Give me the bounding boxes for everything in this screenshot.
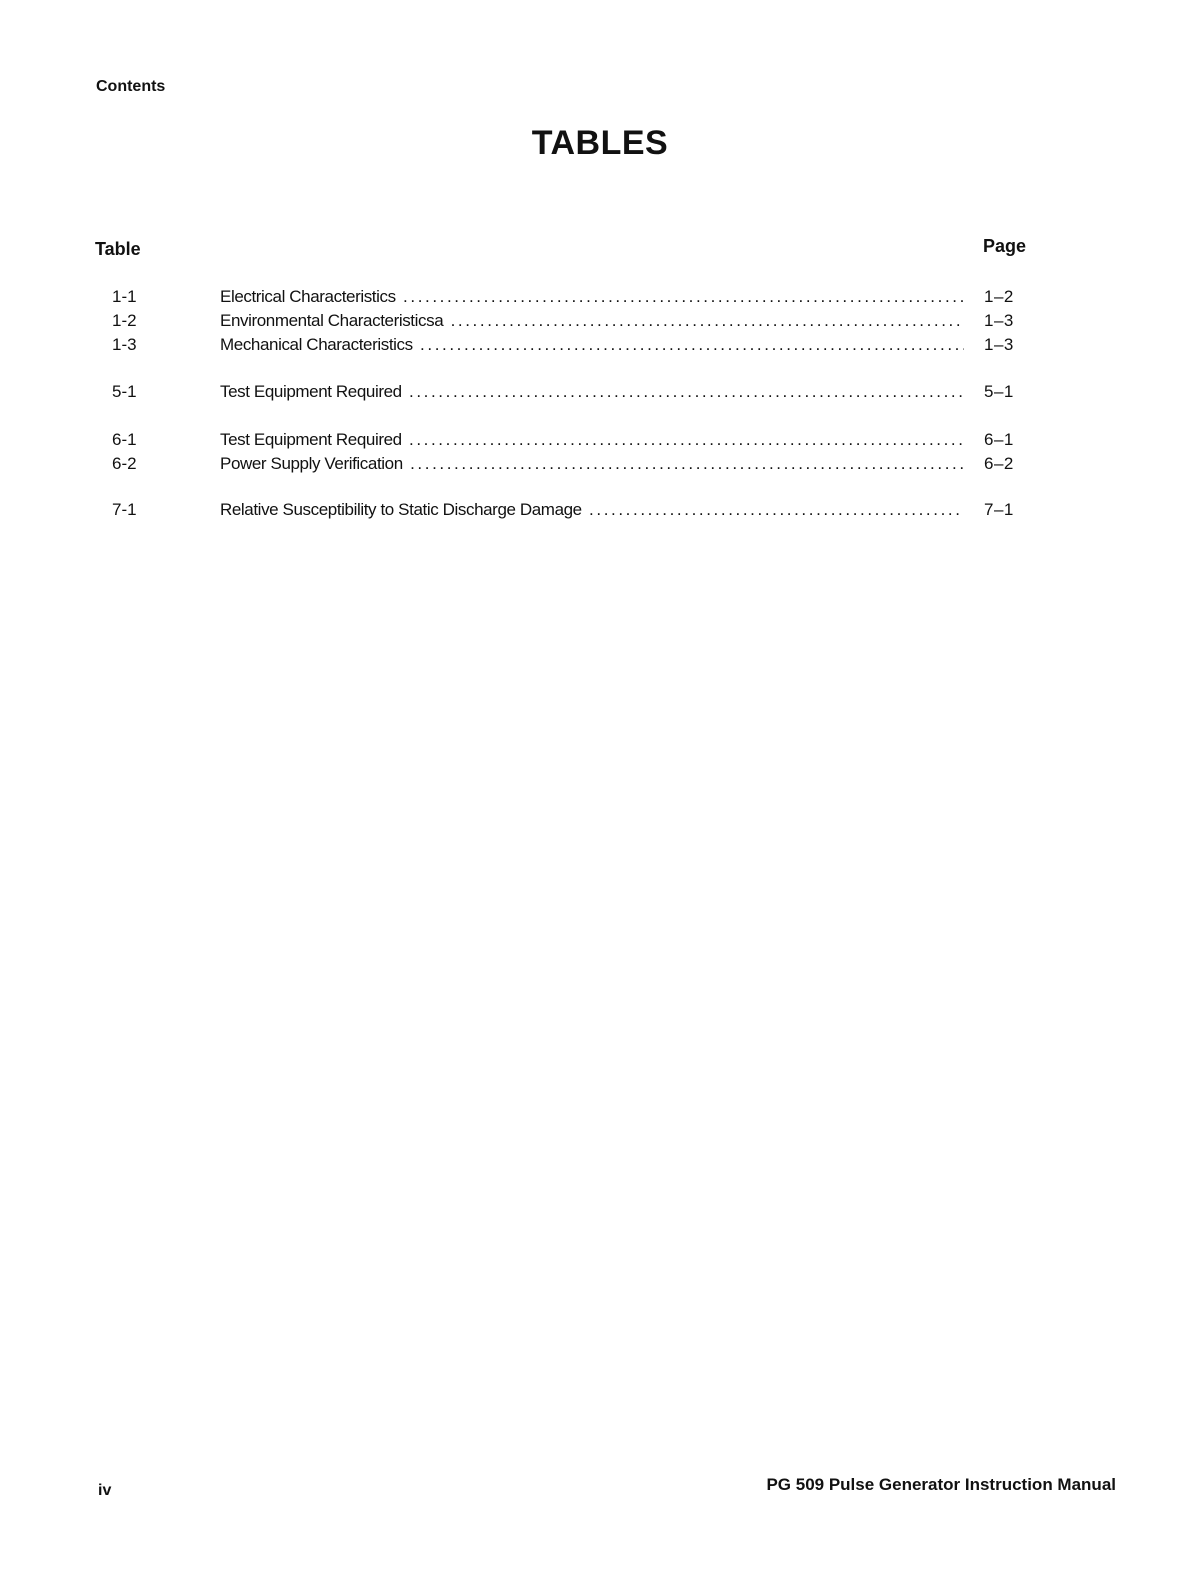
toc-entry — [0, 452, 1200, 476]
table-column-header: Table — [95, 239, 141, 259]
page-reference: 5–1 — [984, 382, 1014, 401]
table-title: Test Equipment Required ..... — [220, 380, 964, 404]
table-number: 6-2 — [112, 454, 137, 473]
table-title: Electrical Characteristics ..... — [220, 285, 964, 309]
page-reference: 6–2 — [984, 454, 1014, 473]
table-title: Test Equipment Required ..... — [220, 428, 964, 452]
table-number: 7-1 — [112, 500, 137, 519]
toc-entry — [0, 309, 1200, 333]
table-number: 6-1 — [112, 430, 137, 449]
table-number: 1-3 — [112, 335, 137, 354]
table-title: Power Supply Verification ..... — [220, 452, 964, 476]
table-title: Relative Susceptibility to Static Discharge Damage ..... — [220, 498, 964, 522]
table-number: 1-1 — [112, 287, 137, 306]
running-head: Contents — [96, 78, 166, 95]
table-title: Environmental Characteristicsa ..... — [220, 309, 964, 333]
toc-entry — [0, 285, 1200, 309]
table-title: Mechanical Characteristics ..... — [220, 333, 964, 357]
page-column-header: Page — [982, 236, 1026, 256]
table-number: 5-1 — [112, 382, 137, 401]
toc-entry — [0, 428, 1200, 452]
page-reference: 7–1 — [984, 500, 1014, 519]
toc-entry — [0, 333, 1200, 357]
page-reference: 1–2 — [984, 287, 1014, 306]
toc-entry — [0, 498, 1200, 522]
page-title: TABLES — [531, 124, 669, 162]
toc-entry — [0, 380, 1200, 404]
table-number: 1-2 — [112, 311, 137, 330]
page-reference: 6–1 — [984, 430, 1014, 449]
manual-title: PG 509 Pulse Generator Instruction Manual — [766, 1475, 1116, 1494]
page-reference: 1–3 — [984, 311, 1014, 330]
page-reference: 1–3 — [984, 335, 1014, 354]
page-number: iv — [98, 1482, 112, 1499]
